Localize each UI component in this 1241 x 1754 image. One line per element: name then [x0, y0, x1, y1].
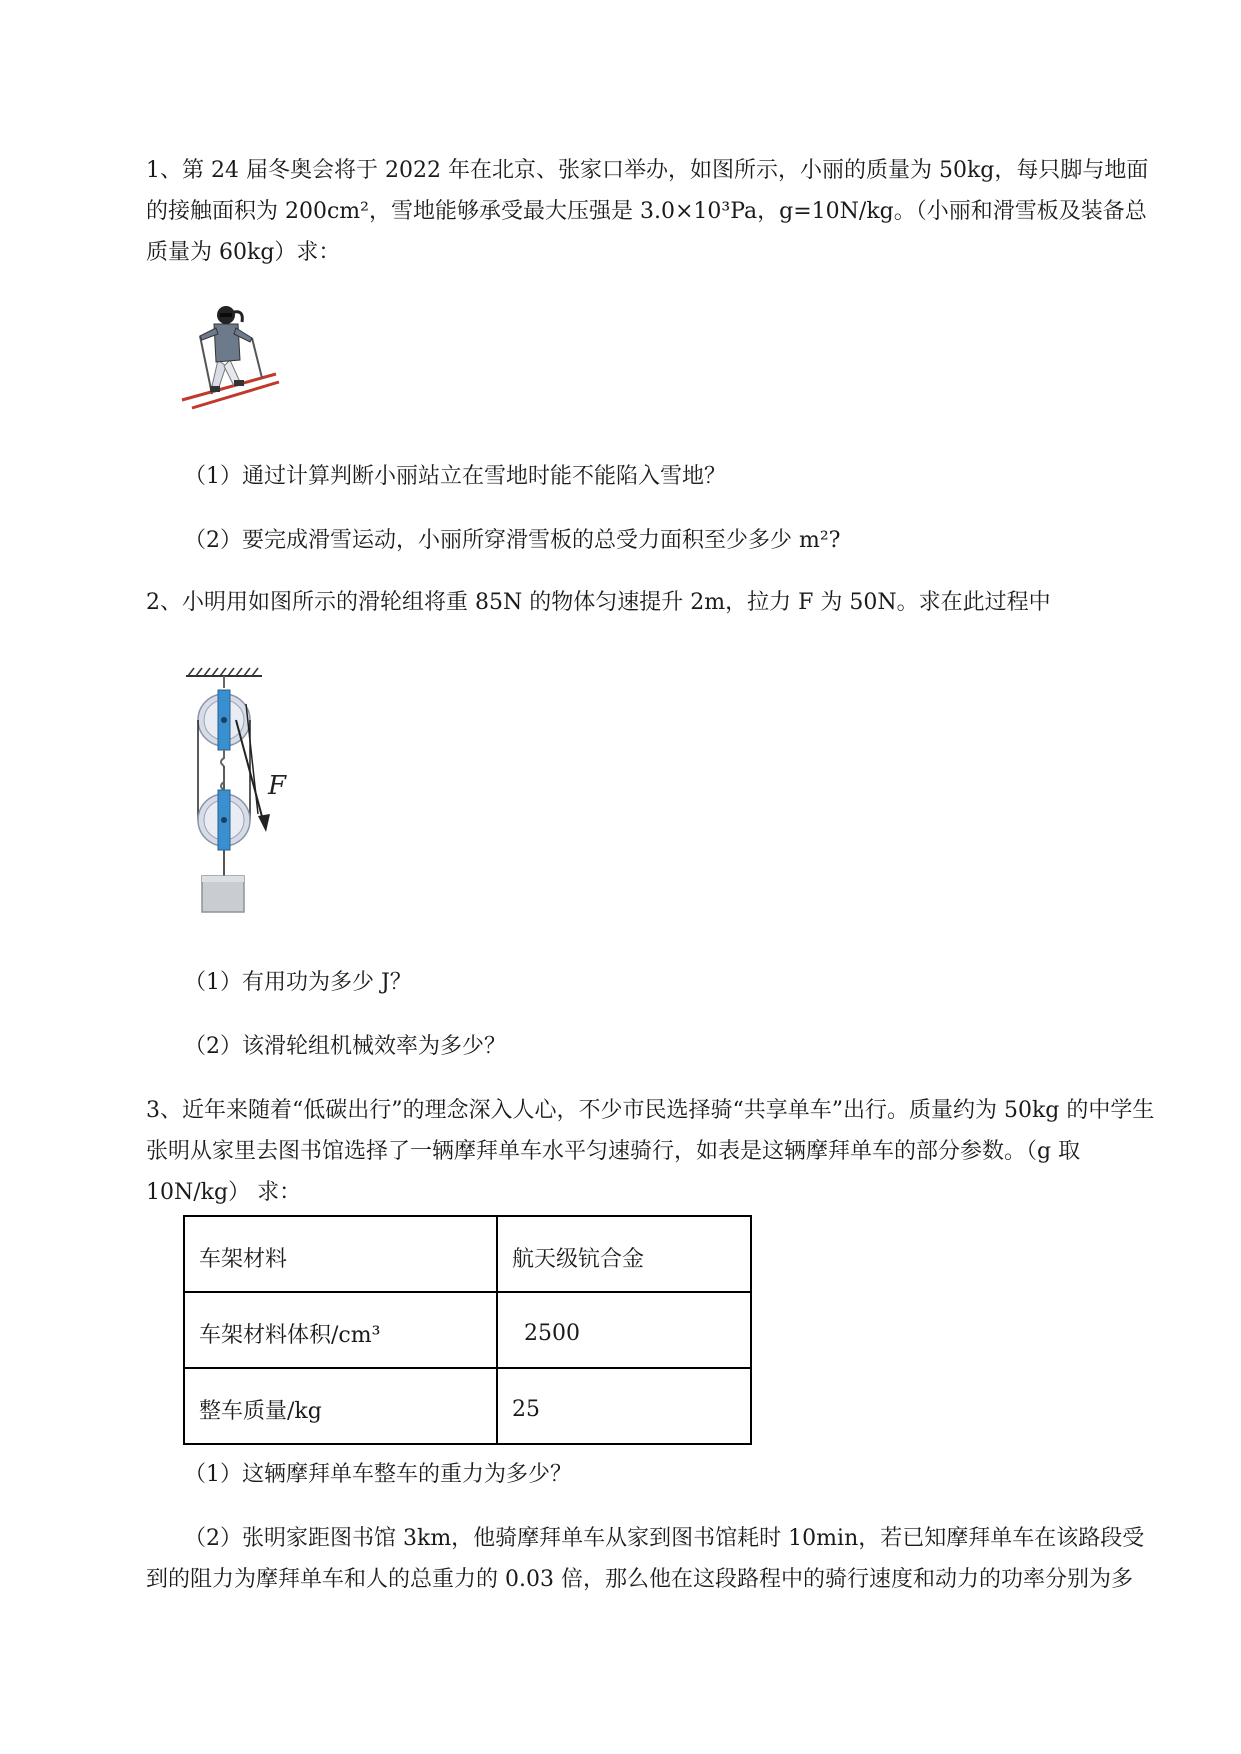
force-label: F: [268, 771, 287, 801]
table-row: [184, 1292, 751, 1368]
table-row: [184, 1216, 751, 1292]
table-row: [184, 1368, 751, 1444]
skier-illustration: [178, 302, 283, 410]
question-2-text: 2、小明用如图所示的滑轮组将重 85N 的物体匀速提升 2m，拉力 F 为 50N。求在此过程中: [146, 590, 1051, 615]
bike-parameters-table: [183, 1215, 752, 1445]
question-3-part-2: （2）张明家距图书馆 3km，他骑摩拜单车从家到图书馆耗时 10min，若已知摩拜单车在该路段受到的阻力为摩拜单车和人的总重力的 0.03 倍，那么他在这段路程中的骑行速度和动力的功率分别为多: [146, 1526, 1145, 1592]
pulley-system-diagram: [180, 664, 300, 920]
table-cell: 车架材料: [184, 1216, 497, 1292]
table-cell: 25: [497, 1368, 751, 1444]
question-1-text: 1、第 24 届冬奥会将于 2022 年在北京、张家口举办，如图所示，小丽的质量为 50kg，每只脚与地面的接触面积为 200cm²，雪地能够承受最大压强是 3.0×10³Pa，g=10N/kg。（小丽和滑雪板及装备总质量为 60kg）求：: [146, 158, 1149, 265]
table-cell: 车架材料体积/cm³: [184, 1292, 497, 1368]
question-1-part-2: （2）要完成滑雪运动，小丽所穿滑雪板的总受力面积至少多少 m²?: [184, 528, 841, 553]
question-3-text: 3、近年来随着“低碳出行”的理念深入人心，不少市民选择骑“共享单车”出行。质量约为 50kg 的中学生张明从家里去图书馆选择了一辆摩拜单车水平匀速骑行，如表是这辆摩拜单车的部分参数。（g 取 10N/kg） 求：: [146, 1098, 1155, 1205]
question-1-part-1: （1）通过计算判断小丽站立在雪地时能不能陷入雪地？: [184, 464, 726, 489]
question-2-part-1: （1）有用功为多少 J？: [184, 970, 412, 995]
table-cell: 航天级钪合金: [497, 1216, 751, 1292]
table-cell: 整车质量/kg: [184, 1368, 497, 1444]
table-cell: 2500: [497, 1292, 751, 1368]
question-2-part-2: （2）该滑轮组机械效率为多少？: [184, 1034, 506, 1059]
question-3-part-1: （1）这辆摩拜单车整车的重力为多少？: [184, 1462, 572, 1487]
